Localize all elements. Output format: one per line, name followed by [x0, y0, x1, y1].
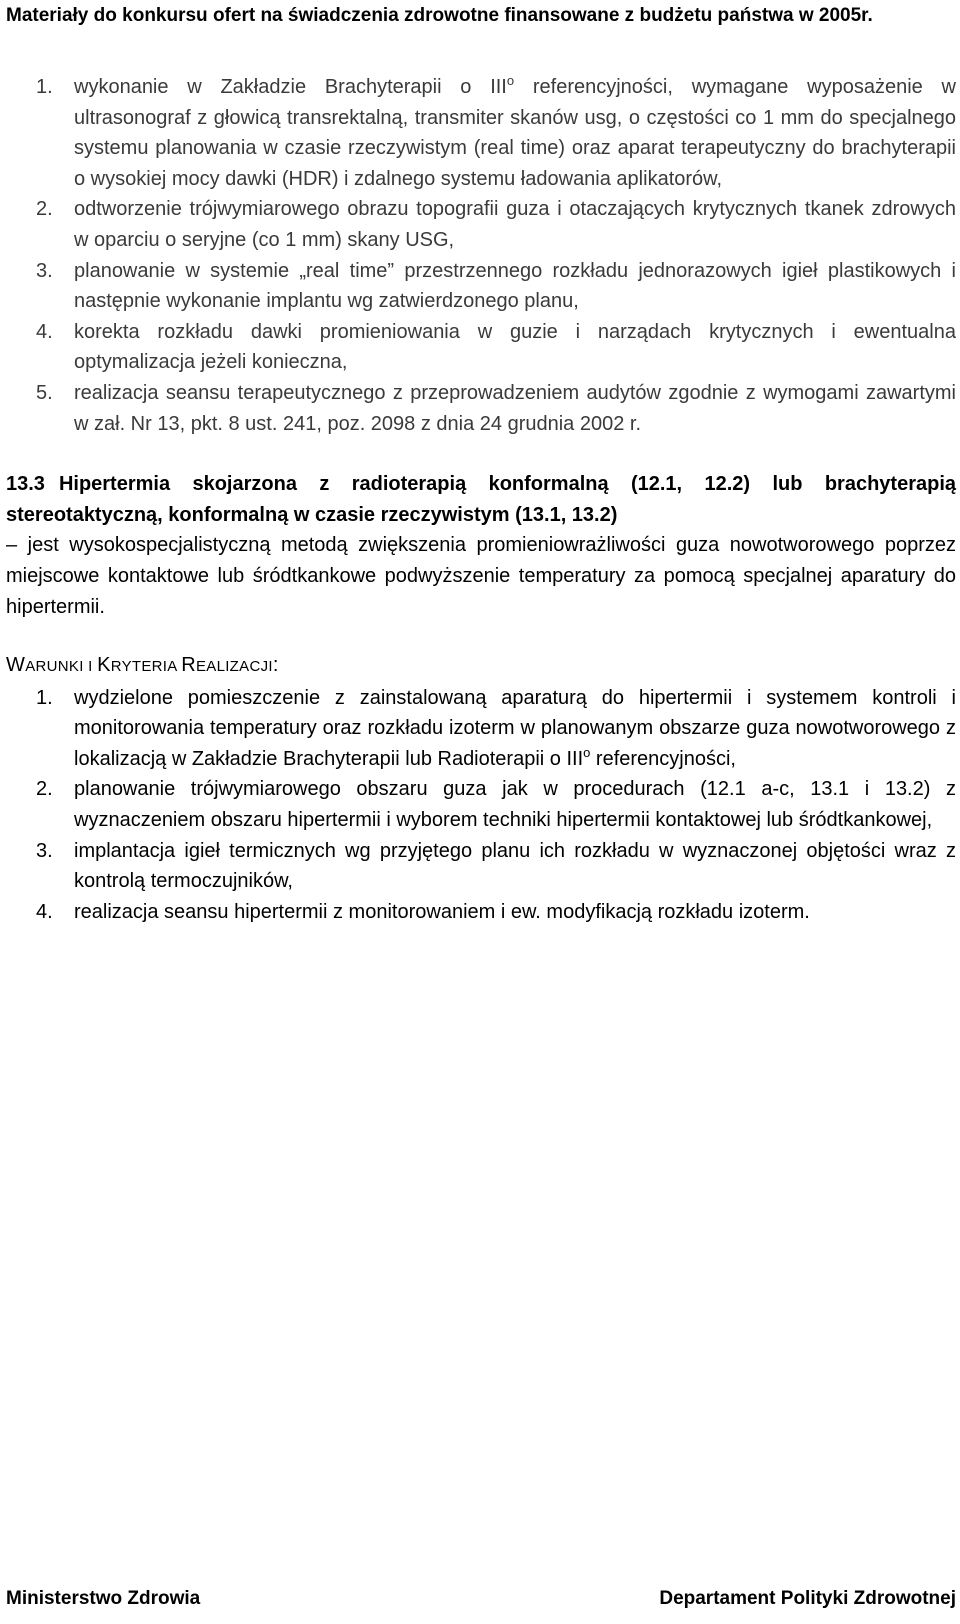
section-number: 13.3: [6, 473, 45, 496]
list-item-text-cont: referencyjności,: [590, 747, 736, 770]
list-item: [6, 378, 956, 439]
list-item: [6, 194, 956, 255]
list-item-number: 1.: [36, 76, 53, 98]
list-item: [6, 256, 956, 317]
criteria-heading-part: EALIZACJI: [195, 658, 273, 676]
page-header: Materiały do konkursu ofert na świadczenia zdrowotne finansowane z budżetu państwa w 2005r.: [6, 5, 873, 26]
list-item-text: wykonanie w Zakładzie Brachyterapii o III: [74, 76, 507, 98]
footer-ministry: Ministerstwo Zdrowia: [6, 1588, 201, 1609]
document-body: [6, 72, 956, 927]
criteria-heading-part: ARUNKI I: [25, 658, 98, 676]
list-item-number: 2.: [36, 778, 53, 801]
list-item-number: 4.: [36, 900, 53, 923]
superscript: o: [506, 73, 515, 88]
list-item-text: planowanie trójwymiarowego obszaru guza jak w procedurach (12.1 a-c, 13.1 i 13.2) z wyznaczeniem obszaru hipertermii i wyborem techniki hipertermii kontaktowej lub śródtkankowej,: [74, 778, 956, 832]
list-item-number: 4.: [36, 320, 53, 343]
footer-department: Departament Polityki Zdrowotnej: [659, 1588, 956, 1609]
list-item-number: 3.: [36, 259, 53, 282]
criteria-heading-cap: K: [97, 654, 111, 677]
list-item: [6, 836, 956, 897]
list-item: [6, 72, 956, 194]
criteria-list: [6, 683, 956, 928]
criteria-heading-part: RYTERIA: [110, 658, 182, 676]
superscript: o: [583, 744, 591, 760]
list-item-text: korekta rozkładu dawki promieniowania w guzie i narządach krytycznych i ewentualna optymalizacja jeżeli konieczna,: [74, 320, 956, 374]
list-item-text: planowanie w systemie „real time” przestrzennego rozkładu jednorazowych igieł plastikowych i następnie wykonanie implantu wg zatwierdzonego planu,: [74, 259, 956, 313]
list-item: [6, 897, 956, 928]
list-item-number: 3.: [36, 839, 53, 862]
list-item-text: wydzielone pomieszczenie z zainstalowaną aparaturą do hipertermii i systemem kontroli i monitorowania temperatury oraz rozkładu izoterm w planowanym obszarze guza nowotworowego z lokalizacją w Zakładzie Brachyterapii lub Radioterapii o III: [74, 686, 956, 770]
criteria-heading-colon: :: [272, 654, 279, 677]
list-item-text: realizacja seansu terapeutycznego z przeprowadzeniem audytów zgodnie z wymogami zawartymi w zał. Nr 13, pkt. 8 ust. 241, poz. 2098 z dnia 24 grudnia 2002 r.: [74, 381, 956, 435]
criteria-heading-cap: R: [181, 654, 196, 677]
list-item-number: 2.: [36, 198, 53, 221]
list-item: [6, 317, 956, 378]
list-item-text: implantacja igieł termicznych wg przyjętego planu ich rozkładu w wyznaczonej objętości wraz z kontrolą termoczujników,: [74, 839, 956, 893]
section-description: – jest wysokospecjalistyczną metodą zwiększenia promieniowrażliwości guza nowotworowego poprzez miejscowe kontaktowe lub śródtkankowe podwyższenie temperatury za pomocą specjalnej aparatury do hipertermii.: [6, 534, 956, 618]
list-item-number: 5.: [36, 381, 53, 404]
list-item-text: realizacja seansu hipertermii z monitorowaniem i ew. modyfikacją rozkładu izoterm.: [74, 900, 810, 923]
list-item: [6, 683, 956, 775]
section-title: Hipertermia skojarzona z radioterapią konformalną (12.1, 12.2) lub brachyterapią stereotaktyczną, konformalną w czasie rzeczywistym (13.1, 13.2): [6, 473, 956, 526]
criteria-heading-cap: W: [6, 654, 26, 677]
list-item-text-cont: referencyjności, wymagane wyposażenie w ultrasonograf z głowicą transrektalną, transmiter skanów usg, o częstości co 1 mm do specjalnego systemu planowania w czasie rzeczywistym (real time) oraz aparat terapeutyczny do brachyterapii o wysokiej mocy dawki (HDR) i zdalnego systemu ładowania aplikatorów,: [74, 76, 957, 190]
list-item-text: odtworzenie trójwymiarowego obrazu topografii guza i otaczających krytycznych tkanek zdrowych w oparciu o seryjne (co 1 mm) skany USG,: [74, 198, 956, 251]
requirements-list: [6, 72, 956, 439]
section-heading: [6, 469, 956, 530]
list-item: [6, 774, 956, 835]
page-footer: [0, 1588, 960, 1618]
criteria-heading: [6, 650, 956, 683]
list-item-number: 1.: [36, 686, 53, 709]
